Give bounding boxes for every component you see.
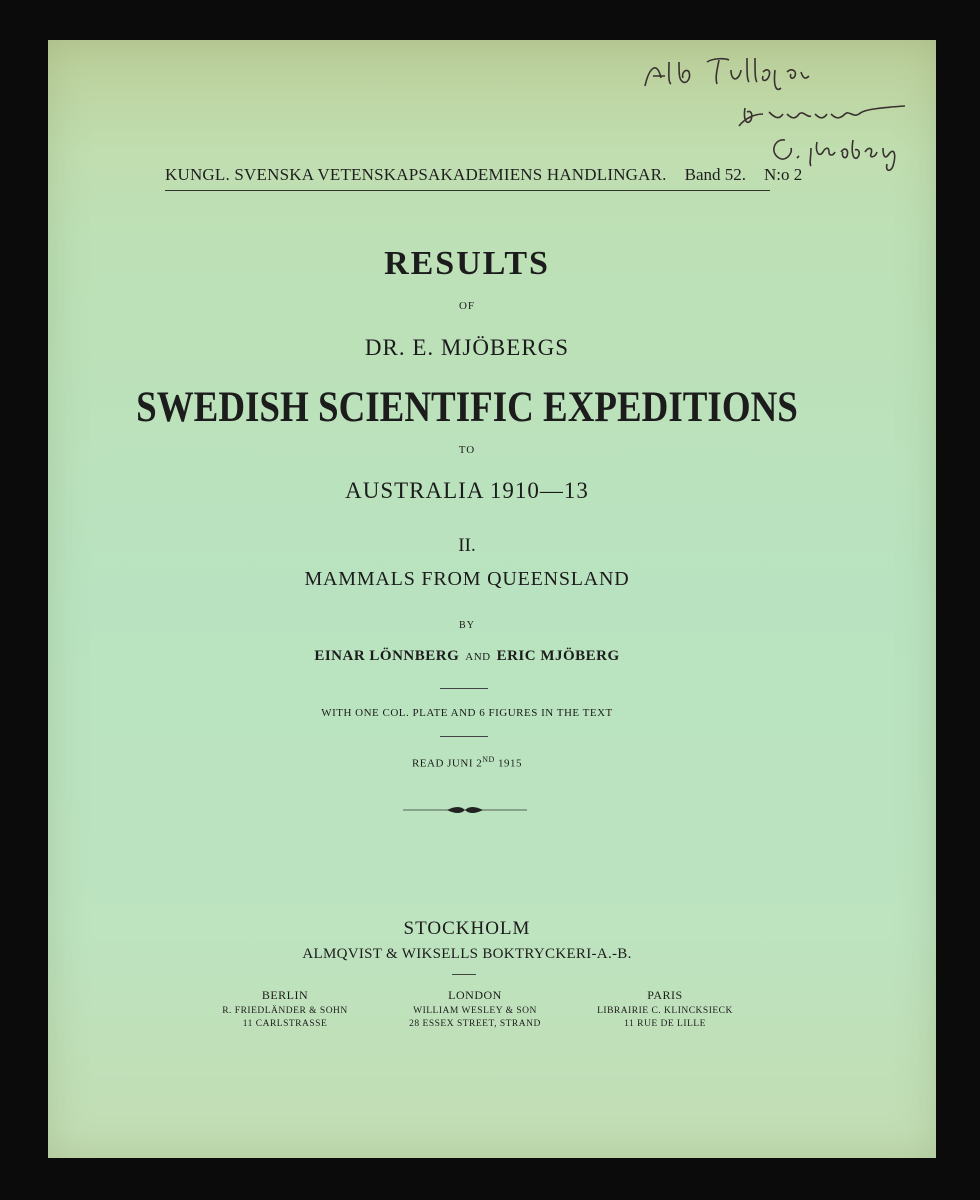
- agent-paris: [575, 988, 755, 1029]
- agent-london: [385, 988, 565, 1029]
- title-to: TO: [458, 444, 476, 456]
- title-destination: AUSTRALIA 1910—13: [345, 478, 589, 503]
- agent-name: R. FRIEDLÄNDER & SOHN: [222, 1006, 348, 1016]
- divider-rule: [452, 974, 476, 975]
- agent-address: 28 ESSEX STREET, STRAND: [409, 1019, 541, 1029]
- title-results: RESULTS: [384, 245, 550, 282]
- author-2: ERIC MJÖBERG: [496, 648, 620, 664]
- agent-name: LIBRAIRIE C. KLINCKSIECK: [597, 1006, 733, 1016]
- read-date: [0, 755, 934, 770]
- subject-title: MAMMALS FROM QUEENSLAND: [304, 568, 630, 590]
- read-date-prefix: READ JUNI 2: [411, 757, 483, 770]
- part-number: II.: [458, 535, 476, 556]
- author-1: EINAR LÖNNBERG: [314, 648, 460, 664]
- title-author: DR. E. MJÖBERGS: [364, 335, 570, 360]
- handwritten-signature: [635, 48, 925, 178]
- divider-rule: [440, 688, 488, 689]
- imprint-city: STOCKHOLM: [403, 918, 531, 939]
- imprint-printer: ALMQVIST & WIKSELLS BOKTRYCKERI-A.-B.: [302, 946, 632, 962]
- journal-name: KUNGL. SVENSKA VETENSKAPSAKADEMIENS HANDLINGAR.: [165, 165, 667, 184]
- agent-city: PARIS: [647, 988, 683, 1002]
- title-of: OF: [458, 300, 476, 312]
- title-main: SWEDISH SCIENTIFIC EXPEDITIONS: [136, 384, 798, 431]
- agent-berlin: [195, 988, 375, 1029]
- band-number: Band 52.: [684, 165, 747, 184]
- agent-name: WILLIAM WESLEY & SON: [413, 1006, 537, 1016]
- plates-note: WITH ONE COL. PLATE AND 6 FIGURES IN THE TEXT: [321, 707, 613, 719]
- agents-list: [195, 988, 755, 1029]
- agent-address: 11 CARLSTRASSE: [242, 1019, 328, 1029]
- and-label: AND: [465, 651, 491, 663]
- divider-rule: [440, 736, 488, 737]
- by-label: BY: [459, 620, 475, 631]
- authors-line: [0, 648, 934, 665]
- agent-address: 11 RUE DE LILLE: [624, 1019, 706, 1029]
- read-date-year: 1915: [498, 757, 523, 770]
- read-date-suffix: ND: [482, 755, 495, 764]
- agent-city: LONDON: [448, 988, 502, 1002]
- issue-number: N:o 2: [764, 165, 803, 184]
- agent-city: BERLIN: [261, 988, 309, 1002]
- ornament-divider: [403, 802, 527, 818]
